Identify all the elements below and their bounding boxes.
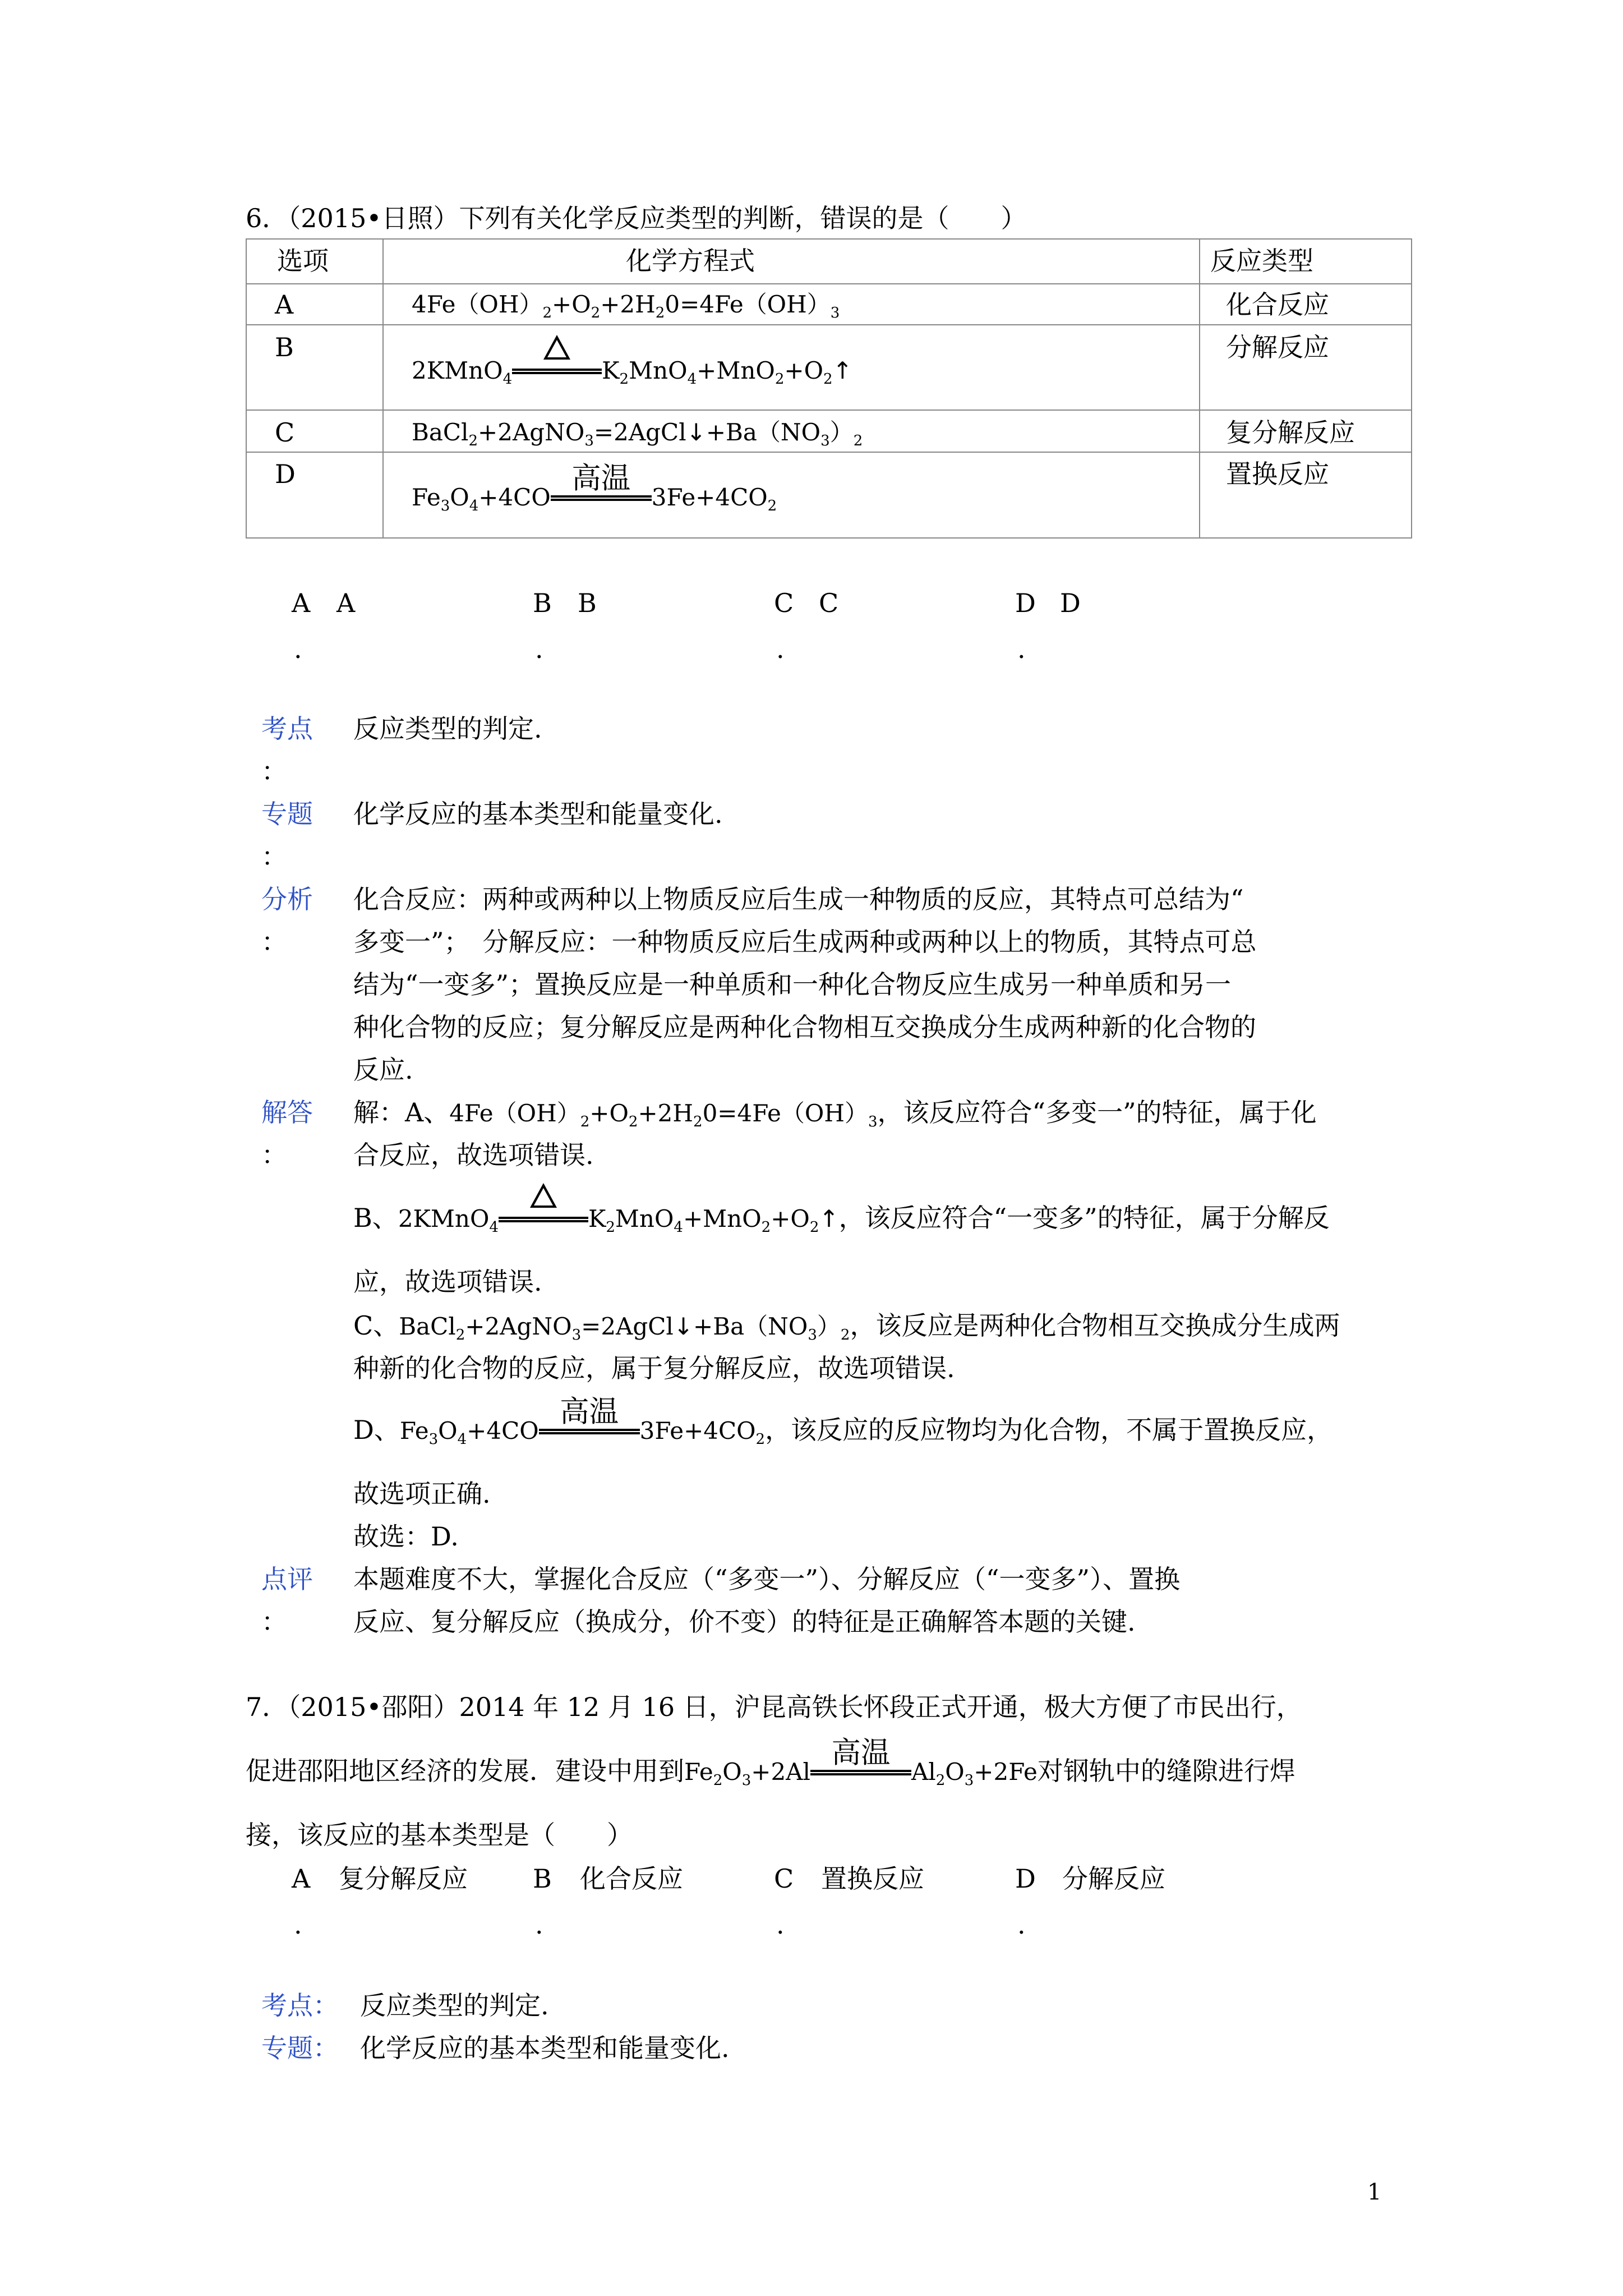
q6-jieda-a: 解：A、$4Fe(OH)_2+O_2+2H_20=4Fe(OH)_3$，该反应符合“多变一”的特征，属于化 (353, 1097, 1317, 1131)
choice-d-letter[interactable]: D (1015, 588, 1036, 618)
q6-jieda-b: B、2KMnO$_4$ $K_2MnO_4+MnO_2+O_2↑$，该反应符合“一变多”的特征，属于分解反 (353, 1205, 1330, 1231)
colon: ： (261, 841, 287, 872)
table-header-equation: 化学方程式 (626, 246, 755, 276)
page-number: 1 (1367, 2179, 1382, 2205)
q6-jieda-c: C、$BaCl_2+2AgNO_3=2AgCl↓+Ba(NO_3)_2$，该反应是两种化合物相互交换成分生成两 (353, 1310, 1340, 1344)
q6-kaodian-label: 考点 (261, 714, 313, 744)
high-temp-condition: 高温 (571, 461, 631, 495)
choice-c-letter[interactable]: C (774, 588, 794, 618)
choice-a-text[interactable]: A (336, 588, 356, 618)
q6-dianping-label: 点评 (261, 1564, 313, 1594)
q6-jieda-final: 故选：D. (353, 1521, 459, 1552)
choice-b-letter[interactable]: B (533, 588, 552, 618)
q7-choice-d-text[interactable]: 分解反应 (1062, 1864, 1165, 1894)
q6-fenxi-line: 反应. (353, 1055, 413, 1085)
q7-choice-d-dot: . (1017, 1910, 1026, 1940)
row-d-option: D (275, 459, 296, 489)
heat-triangle-icon (530, 1183, 557, 1208)
q6-zhuanti-text: 化学反应的基本类型和能量变化. (353, 799, 723, 829)
row-c-type: 复分解反应 (1226, 417, 1355, 448)
row-a-equation: $4Fe(OH)_2+O_2+2H_20=4Fe(OH)_3$ (412, 291, 840, 322)
choice-b-dot: . (535, 634, 543, 664)
q6-dianping-line: 本题难度不大，掌握化合反应（“多变一”）、分解反应（“一变多”）、置换 (353, 1564, 1181, 1594)
q7-choice-c-dot: . (776, 1910, 785, 1940)
q6-jieda-d-line2: 故选项正确. (353, 1479, 491, 1509)
choice-a-letter[interactable]: A (292, 588, 311, 618)
row-b-equation: 2KMnO$_4$ $K_2MnO_4+MnO_2+O_2↑$ (412, 359, 852, 383)
table-header-option: 选项 (277, 246, 329, 276)
row-a-type: 化合反应 (1226, 289, 1329, 320)
row-d-type: 置换反应 (1226, 459, 1329, 489)
choice-c-text[interactable]: C (819, 588, 839, 618)
q6-jieda-c-line2: 种新的化合物的反应，属于复分解反应，故选项错误. (353, 1353, 955, 1383)
q6-zhuanti-label: 专题 (261, 799, 313, 829)
q7-stem-line3: 接，该反应的基本类型是（ ） (246, 1820, 633, 1850)
high-temp-condition: 高温 (560, 1394, 619, 1429)
q7-stem-line1: 7．（2015•邵阳）2014 年 12 月 16 日，沪昆高铁长怀段正式开通，极大方便了市民出行， (246, 1692, 1302, 1722)
q6-jieda-a-line2: 合反应，故选项错误. (353, 1140, 594, 1170)
row-c-option: C (275, 417, 295, 448)
q6-fenxi-line: 结为“一变多”；置换反应是一种单质和一种化合物反应生成另一种单质和另一 (353, 969, 1232, 1000)
choice-d-dot: . (1017, 634, 1026, 664)
q6-jieda-label: 解答 (261, 1097, 313, 1128)
up-arrow-icon: ↑ (819, 1205, 839, 1232)
q6-fenxi-line: 多变一”； 分解反应：一种物质反应后生成两种或两种以上的物质，其特点可总 (353, 927, 1257, 957)
table-row-divider (246, 452, 1412, 453)
colon: ： (261, 927, 287, 957)
q6-dianping-line: 反应、复分解反应（换成分，价不变）的特征是正确解答本题的关键. (353, 1607, 1136, 1637)
q7-choice-b-letter[interactable]: B (533, 1864, 552, 1894)
choice-d-text[interactable]: D (1060, 588, 1081, 618)
q7-choice-a-text[interactable]: 复分解反应 (339, 1864, 468, 1894)
choice-c-dot: . (776, 634, 785, 664)
q7-kaodian-text: 反应类型的判定. (360, 1990, 549, 2021)
q7-zhuanti-text: 化学反应的基本类型和能量变化. (360, 2033, 730, 2063)
row-d-equation: $Fe_3O_4+4CO$ 高温 $3Fe+4CO_2$ (412, 461, 777, 515)
table-row-divider (246, 409, 1412, 411)
row-b-option: B (275, 332, 294, 362)
q7-choice-a-letter[interactable]: A (292, 1864, 311, 1894)
q6-kaodian-text: 反应类型的判定. (353, 714, 542, 744)
colon: ： (261, 1607, 287, 1637)
q6-fenxi-line: 化合反应：两种或两种以上物质反应后生成一种物质的反应，其特点可总结为“ (353, 884, 1244, 914)
q6-jieda-b-line2: 应，故选项错误. (353, 1267, 542, 1297)
row-a-option: A (275, 289, 294, 320)
q7-choice-d-letter[interactable]: D (1015, 1864, 1036, 1894)
q7-choice-b-dot: . (535, 1910, 543, 1940)
q7-choice-b-text[interactable]: 化合反应 (580, 1864, 683, 1894)
table-header-type: 反应类型 (1210, 246, 1313, 276)
q7-zhuanti-label: 专题： (261, 2033, 339, 2063)
table-row-divider (246, 324, 1412, 325)
row-b-type: 分解反应 (1226, 332, 1329, 362)
q6-fenxi-label: 分析 (261, 884, 313, 914)
down-arrow-icon: ↓ (673, 1313, 694, 1340)
q7-choice-c-text[interactable]: 置换反应 (821, 1864, 924, 1894)
q6-jieda-d: D、$Fe_3O_4+4CO$ 高温 $3Fe+4CO_2$，该反应的反应物均为化合物，不属于置换反应， (353, 1394, 1333, 1448)
colon: ： (261, 1140, 287, 1170)
q7-stem-line2: 促进邵阳地区经济的发展．建设中用到$Fe_2O_3+2Al$ 高温 $Al_2O_3+2Fe$对钢轨中的缝隙进行焊 (246, 1735, 1295, 1789)
table-row-divider (246, 283, 1412, 284)
colon: ： (261, 756, 287, 786)
high-temp-condition: 高温 (831, 1735, 891, 1770)
row-c-equation: $BaCl_2+2AgNO_3=2AgCl↓+Ba(NO_3)_2$ (412, 418, 863, 450)
q6-stem: 6．（2015•日照）下列有关化学反应类型的判断，错误的是（ ） (246, 203, 1027, 233)
q7-choice-c-letter[interactable]: C (774, 1864, 794, 1894)
up-arrow-icon: ↑ (832, 357, 852, 384)
heat-triangle-icon (543, 335, 570, 360)
q6-fenxi-line: 种化合物的反应；复分解反应是两种化合物相互交换成分生成两种新的化合物的 (353, 1012, 1256, 1042)
q7-kaodian-label: 考点： (261, 1990, 339, 2021)
choice-b-text[interactable]: B (578, 588, 597, 618)
q7-choice-a-dot: . (294, 1910, 302, 1940)
choice-a-dot: . (294, 634, 302, 664)
down-arrow-icon: ↓ (686, 418, 706, 446)
